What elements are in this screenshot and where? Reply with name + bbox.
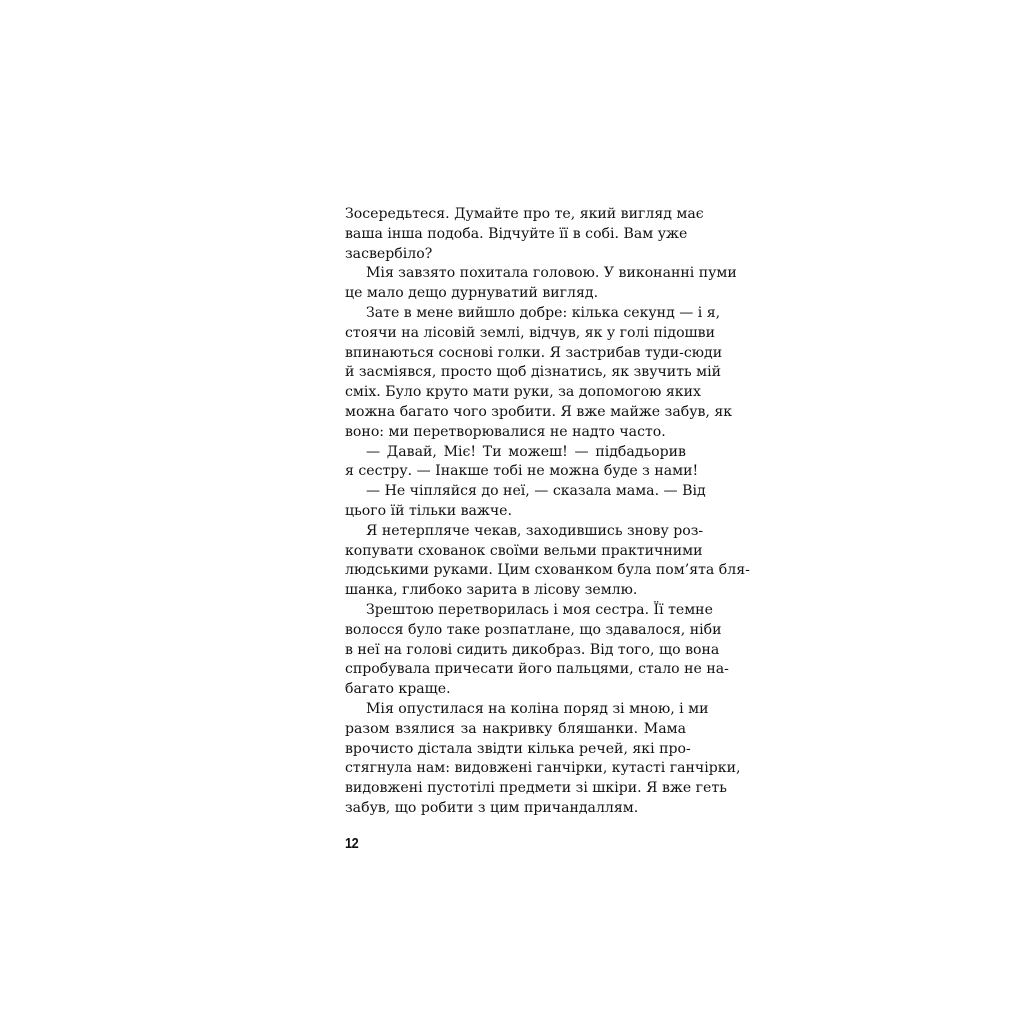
text-line: видовжені пустотілі предмети зі шкіри. Я вже геть	[345, 780, 727, 797]
text-line: багато краще.	[345, 681, 451, 698]
text-line: — Давай, Міє! Ти можеш! — підбадьорив	[366, 443, 686, 460]
text-line: спробувала причесати його пальцями, стало не на-	[345, 661, 729, 678]
page-number: 12	[345, 835, 359, 852]
text-line: можна багато чого зробити. Я вже майже забув, як	[345, 403, 733, 420]
text-line: стоячи на лісовій землі, відчув, як у голі підошви	[345, 324, 715, 341]
text-line: разом взялися за накривку бляшанки. Мама	[345, 720, 686, 737]
text-line: врочисто дістала звідти кілька речей, які про-	[345, 740, 691, 757]
text-line: волосся було таке розпатлане, що здавалося, ніби	[345, 621, 722, 638]
text-line: впинаються соснові голки. Я застрибав туди-сюди	[345, 344, 723, 361]
text-line: Я нетерпляче чекав, заходившись знову роз-	[366, 522, 704, 539]
text-line: цього їй тільки важче.	[345, 502, 513, 519]
text-line: й засміявся, просто щоб дізнатись, як звучить мій	[345, 364, 722, 381]
text-line: в неї на голові сидить дикобраз. Від того, що вона	[345, 641, 720, 658]
text-line: Мія опустилася на коліна поряд зі мною, і ми	[366, 700, 709, 717]
text-line: копувати схованок своїми вельми практичними	[345, 542, 703, 559]
text-line: Зате в мене вийшло добре: кілька секунд — і я,	[366, 304, 721, 321]
text-line: засвербіло?	[345, 245, 433, 262]
text-line: я сестру. — Інакше тобі не можна буде з нами!	[345, 463, 699, 480]
text-line: Зосередьтеся. Думайте про те, який вигляд має	[345, 206, 704, 222]
body-text	[345, 205, 750, 819]
text-line: Зрештою перетворилась і моя сестра. Її темне	[366, 601, 713, 618]
text-line: сміх. Було круто мати руки, за допомогою яких	[345, 384, 701, 401]
text-line: людськими руками. Цим схованком була пом’ята бля-	[345, 562, 750, 579]
text-line: Мія завзято похитала головою. У виконанні пуми	[366, 265, 737, 282]
text-line: стягнула нам: видовжені ганчірки, кутасті ганчірки,	[345, 760, 741, 777]
text-line: це мало дещо дурнуватий вигляд.	[345, 285, 599, 302]
text-line: ваша інша подоба. Відчуйте її в собі. Вам уже	[345, 225, 688, 242]
text-line: воно: ми перетворювалися не надто часто.	[345, 423, 666, 440]
text-line: шанка, глибоко зарита в лісову землю.	[345, 582, 638, 599]
text-line: — Не чіпляйся до неї, — сказала мама. — Від	[366, 483, 706, 500]
text-line: забув, що робити з цим причандаллям.	[345, 799, 639, 816]
